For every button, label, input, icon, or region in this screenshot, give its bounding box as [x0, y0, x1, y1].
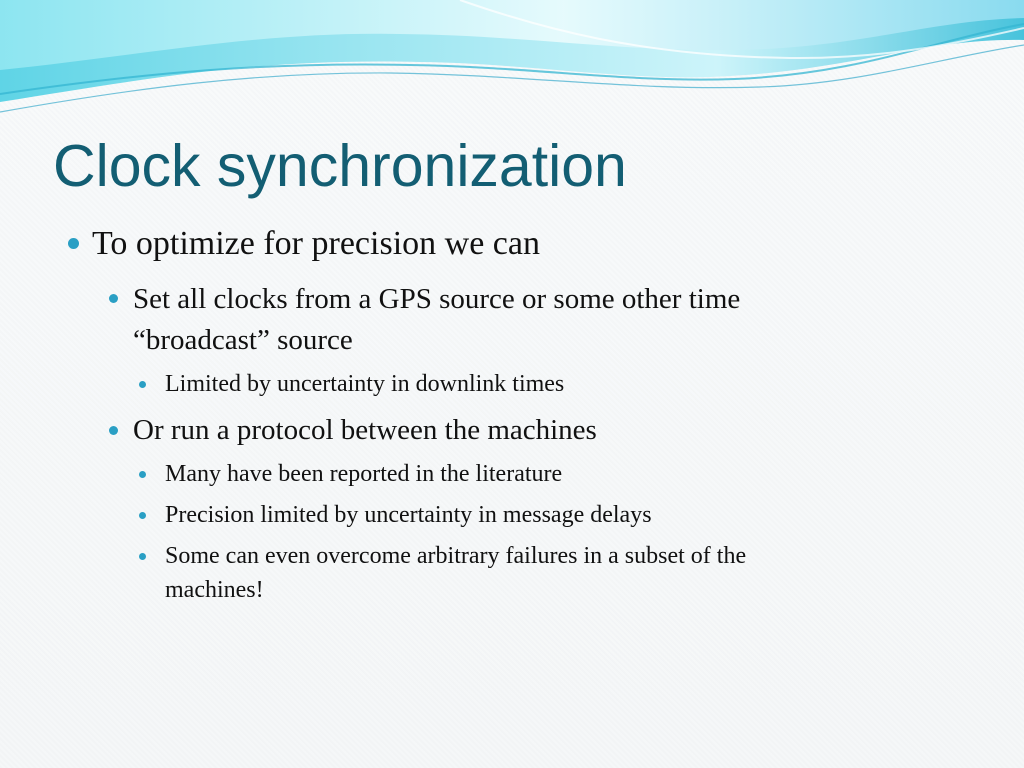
bullet-level-3: Precision limited by uncertainty in message delays — [165, 502, 652, 528]
bullet-dot-icon — [139, 512, 146, 519]
bullet-level-2: Or run a protocol between the machines — [133, 414, 597, 446]
bullet-level-3: Limited by uncertainty in downlink times — [165, 371, 565, 397]
bullet-level-3: Many have been reported in the literature — [165, 461, 563, 487]
bullet-dot-icon — [139, 471, 146, 478]
bullet-level-2: Set all clocks from a GPS source or some other time — [133, 283, 741, 315]
bullet-dot-icon — [139, 381, 146, 388]
bullet-level-3-continuation: machines! — [165, 577, 264, 603]
bullet-level-2-continuation: “broadcast” source — [133, 324, 353, 356]
bullet-level-3: Some can even overcome arbitrary failures in a subset of the — [165, 543, 747, 569]
bullet-dot-icon — [68, 238, 79, 249]
bullet-dot-icon — [139, 553, 146, 560]
bullet-dot-icon — [109, 294, 118, 303]
bullet-level-1: To optimize for precision we can — [92, 225, 540, 262]
slide-title: Clock synchronization — [53, 133, 627, 199]
bullet-dot-icon — [109, 426, 118, 435]
